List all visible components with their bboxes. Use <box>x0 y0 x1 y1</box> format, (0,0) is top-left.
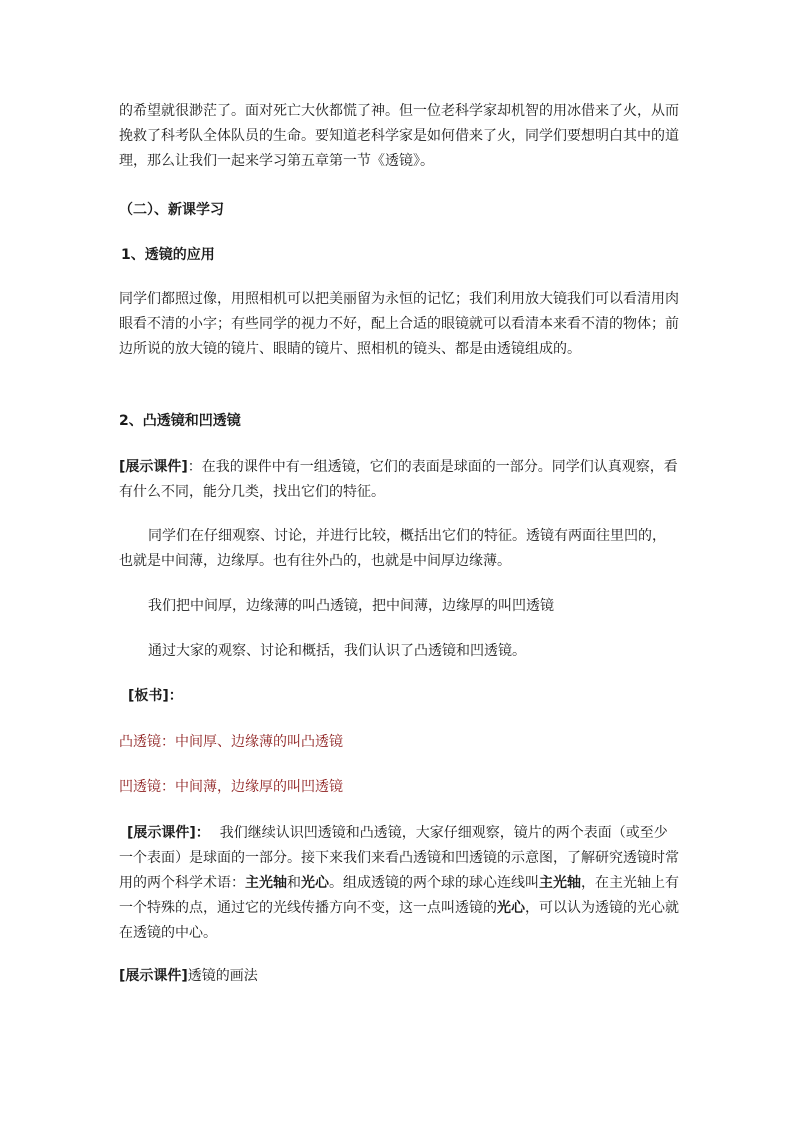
courseware-text: ，在主光轴上有一个特殊的点，通过它的光线传播方向不变，这一点叫透镜的 <box>119 875 679 916</box>
courseware-paragraph-2 <box>119 821 679 946</box>
courseware-text: ，可以认为透镜的光心就在透镜的中心。 <box>119 900 679 941</box>
term-optical-center: 光心 <box>301 875 329 891</box>
courseware-text: 。组成透镜的两个球的球心连线叫 <box>329 875 539 891</box>
application-paragraph: 同学们都照过像，用照相机可以把美丽留为永恒的记忆；我们利用放大镜我们可以看清用肉眼看不清的小字；有些同学的视力不好，配上合适的眼镜就可以看清本来看不清的物体；前边所说的放大镜的镜片、眼睛的镜片、照相机的镜头、都是由透镜组成的。 <box>119 291 679 357</box>
courseware-text: 和 <box>287 875 301 891</box>
courseware-paragraph-1 <box>119 455 679 505</box>
courseware-label: [展示课件] <box>119 968 188 984</box>
intro-paragraph: 的希望就很渺茫了。面对死亡大伙都慌了神。但一位老科学家却机智的用冰借来了火，从而挽救了科考队全体队员的生命。要知道老科学家是如何借来了火，同学们要想明白其中的道理，那么让我们一起来学习第五章第一节《透镜》。 <box>119 103 679 169</box>
conclude-paragraph: 通过大家的观察、讨论和概括，我们认识了凸透镜和凹透镜。 <box>148 643 526 659</box>
term-optical-center: 光心 <box>497 900 525 916</box>
blackboard-label: [板书]： <box>128 688 183 704</box>
term-main-optical-axis: 主光轴 <box>245 875 287 891</box>
subsection-heading-convex-concave: 2、凸透镜和凹透镜 <box>119 413 241 429</box>
courseware-label: [展示课件] <box>119 459 188 475</box>
courseware-text: 透镜的画法 <box>187 968 258 984</box>
courseware-text: 我们继续认识凹透镜和凸透镜，大家仔细观察，镜片的两个表面（或至少一个表面）是球面的一部分。接下来我们来看凸透镜和凹透镜的示意图，了解研究透镜时常用的两个科学术语： <box>119 825 679 891</box>
observe-paragraph: 同学们在仔细观察、讨论，并进行比较，概括出它们的特征。透镜有两面往里凹的，也就是中间薄，边缘厚。也有往外凸的，也就是中间厚边缘薄。 <box>119 528 666 569</box>
section-heading-new-lesson: （二）、新课学习 <box>119 202 224 218</box>
courseware-paragraph-3 <box>119 964 679 989</box>
courseware-label: [展示课件]： <box>127 825 210 841</box>
blackboard-convex-lens: 凸透镜：中间厚、边缘薄的叫凸透镜 <box>119 734 343 750</box>
courseware-text: ：在我的课件中有一组透镜，它们的表面是球面的一部分。同学们认真观察，看有什么不同，能分几类，找出它们的特征。 <box>119 459 678 500</box>
define-paragraph: 我们把中间厚，边缘薄的叫凸透镜，把中间薄，边缘厚的叫凹透镜 <box>148 598 554 614</box>
term-main-optical-axis: 主光轴 <box>539 875 581 891</box>
blackboard-concave-lens: 凹透镜：中间薄，边缘厚的叫凹透镜 <box>119 779 343 795</box>
subsection-heading-lens-application: 1、透镜的应用 <box>121 247 215 263</box>
